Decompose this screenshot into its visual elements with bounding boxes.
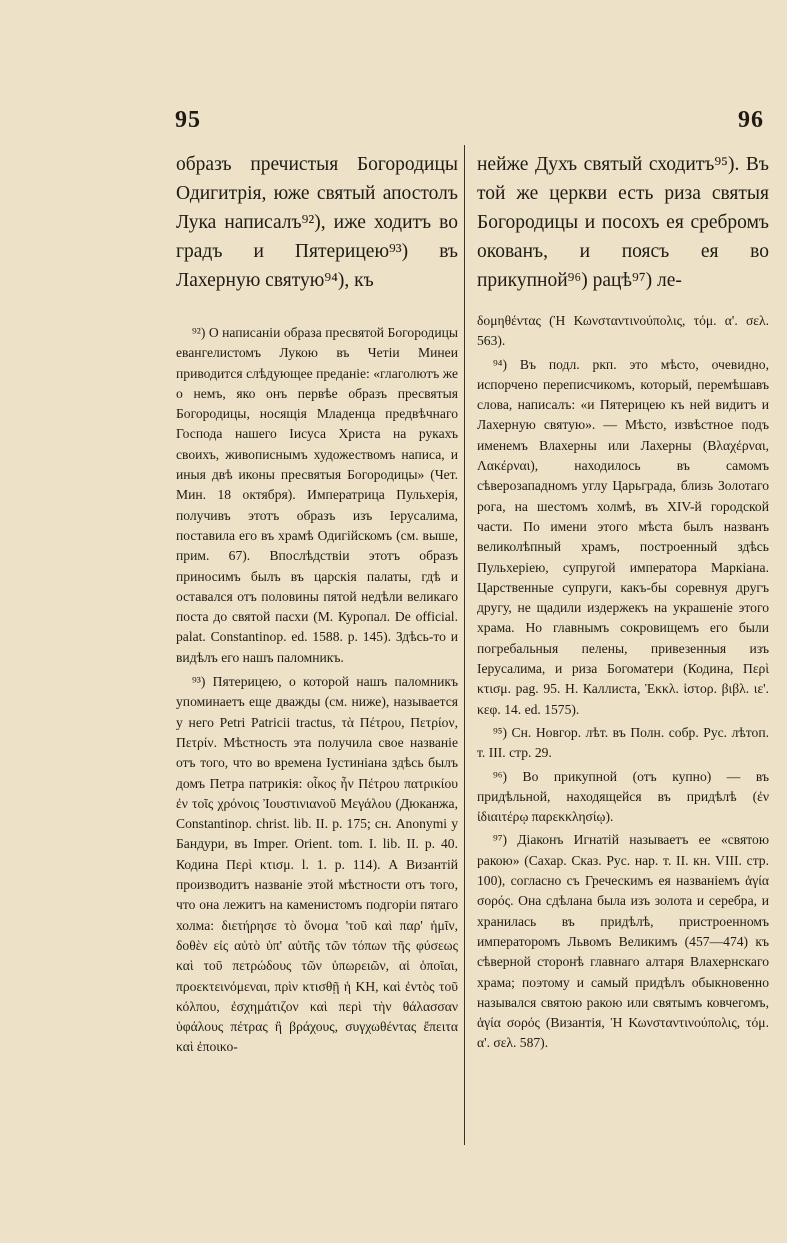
page-number-right: 96 (738, 107, 764, 133)
main-text-left: образъ пречистыя Богородицы Одигитрія, юже святый апостолъ Лука написалъ⁹²), иже ходитъ во градъ и Пятерицею⁹³) въ Лахерную святую⁹⁴), къ (176, 154, 458, 291)
page-number-left: 95 (175, 107, 201, 133)
footnote-93: ⁹³) Пятерицею, о которой нашъ паломникъ упоминаетъ еще дважды (см. ниже), называется у него Petri Patricii tractus, τὰ Πέτρου, Πετρίον, Πετρίν. Мѣстность эта получила свое названіе отъ того, что во времена Іустиніана здѣсь былъ домъ Петра патрикія: οἶκος ἦν Πέτρου πατρικίου ἐν τοῖς χρόνοις Ἰουστινιανοῦ Μεγάλου (Дюканжа, Constantinop. christ. lib. II. p. 175; сн. Anonymi у Бандури, въ Imper. Orient. tom. I. lib. II. p. 40. Кодина Περὶ κτισμ. l. 1. p. 114). А Византій производитъ названіе этой мѣстности отъ того, что она лежитъ на каменистомъ подгоріи пятаго холма: διετήρησε τὸ ὄνομα 'τοῦ καὶ παρ' ἡμῖν, δοθὲν εἰς αὐτὸ ὑπ' αὐτῆς τῶν τόπων τῆς φύσεως καὶ τοῦ πετρώδους τῶν ὑπωρειῶν, αἱ ὁποῖαι, προεκτεινόμεναι, πρὶν κτισθῇ ἡ ΚΗ, καὶ ἐντὸς τοῦ κόλπου, ἐσχημάτιζον καὶ περὶ τὴν θάλασσαν ὑφάλους πέτρας ἢ βράχους, συγχωθέντας ἔπειτα καὶ ἐποικο- (176, 674, 458, 1055)
column-divider (464, 145, 465, 1145)
footnote-97: ⁹⁷) Діаконъ Игнатій называетъ ее «святою ракою» (Сахар. Сказ. Рус. нар. т. II. кн. VIII. стр. 100), согласно съ Греческимъ ея названіемъ ἁγία σορός. Она сдѣлана была изъ золота и серебра, и хранилась въ придѣлѣ, пристроенномъ императоромъ Львомъ Великимъ (457—474) къ сѣверной сторонѣ главнаго алтаря Влахернскаго храма; поэтому и самый придѣлъ обыкновенно назывался святою ракою или святымъ ковчегомъ, ἁγία σορός (Византія, Ἡ Κωνσταντινούπολις, τόμ. α'. σελ. 587). (477, 832, 769, 1051)
footnote-92: ⁹²) О написаніи образа пресвятой Богородицы евангелистомъ Лукою въ Четіи Минеи приводится слѣдующее преданіе: «глаголютъ же о немъ, яко онъ первѣе образъ пресвятыя Богородицы, носящія Младенца предвѣчнаго Господа нашего Іисуса Христа на рукахъ своихъ, живописнымъ художествомъ написа, и иныя двѣ иконы пресвятыя Богородицы» (Чет. Мин. 18 октября). Императрица Пульхерія, получивъ этотъ образъ изъ Іерусалима, поставила его въ храмѣ Одигійскомъ (см. выше, прим. 67). Впослѣдствіи этотъ образъ приносимъ былъ въ царскія палаты, гдѣ и оставался отъ половины пятой недѣли великаго поста до святой пасхи (М. Куропал. De official. palat. Constantinop. ed. 1588. p. 145). Здѣсь-то и видѣлъ его нашъ паломникъ. (176, 325, 458, 665)
main-text-right: нейже Духъ святый сходитъ⁹⁵). Въ той же церкви есть риза святыя Богородицы и посохъ ея сребромъ окованъ, и поясъ ея во прикупной⁹⁶) рацѣ⁹⁷) ле- (477, 154, 769, 291)
left-column (176, 150, 458, 1058)
footnote-94: ⁹⁴) Въ подл. ркп. это мѣсто, очевидно, испорчено переписчикомъ, который, перемѣшавъ слова, написалъ: «и Пятерицею къ ней видитъ и Лахерную святую». — Мѣсто, извѣстное подъ именемъ Влахерны или Лахерны (Βλαχέρναι, Λακέρναι), находилось въ самомъ сѣверозападномъ углу Царьграда, близь Золотаго рога, на шестомъ холмѣ, въ XIV-й городской части. По имени этого мѣста былъ названъ великолѣпный храмъ, построенный здѣсь Пульхеріею, супругой императора Маркіана. Царственные супруги, какъ-бы соревнуя другъ другу, не щадили издержекъ на украшеніе этого храма. Но главнымъ сокровищемъ его были погребальныя пелены, привезенныя изъ Іерусалима, и риза Богоматери (Кодина, Περὶ κτισμ. pag. 95. Н. Каллиста, Ἐκκλ. ἱστορ. βιβλ. ιε'. κεφ. 14. ed. 1575). (477, 356, 769, 717)
right-column (477, 150, 769, 1054)
footnote-96: ⁹⁶) Во прикупной (отъ купно) — въ придѣльной, находящейся въ придѣлѣ (ἐν ἰδιαιτέρῳ παρεκκλησίῳ). (477, 768, 769, 825)
footnote-93-continuation: δομηθέντας (Ἡ Κωνσταντινούπολις, τόμ. α'. σελ. 563). (477, 313, 769, 349)
footnote-95: ⁹⁵) Сн. Новгор. лѣт. въ Полн. собр. Рус. лѣтоп. т. III. стр. 29. (477, 724, 769, 761)
